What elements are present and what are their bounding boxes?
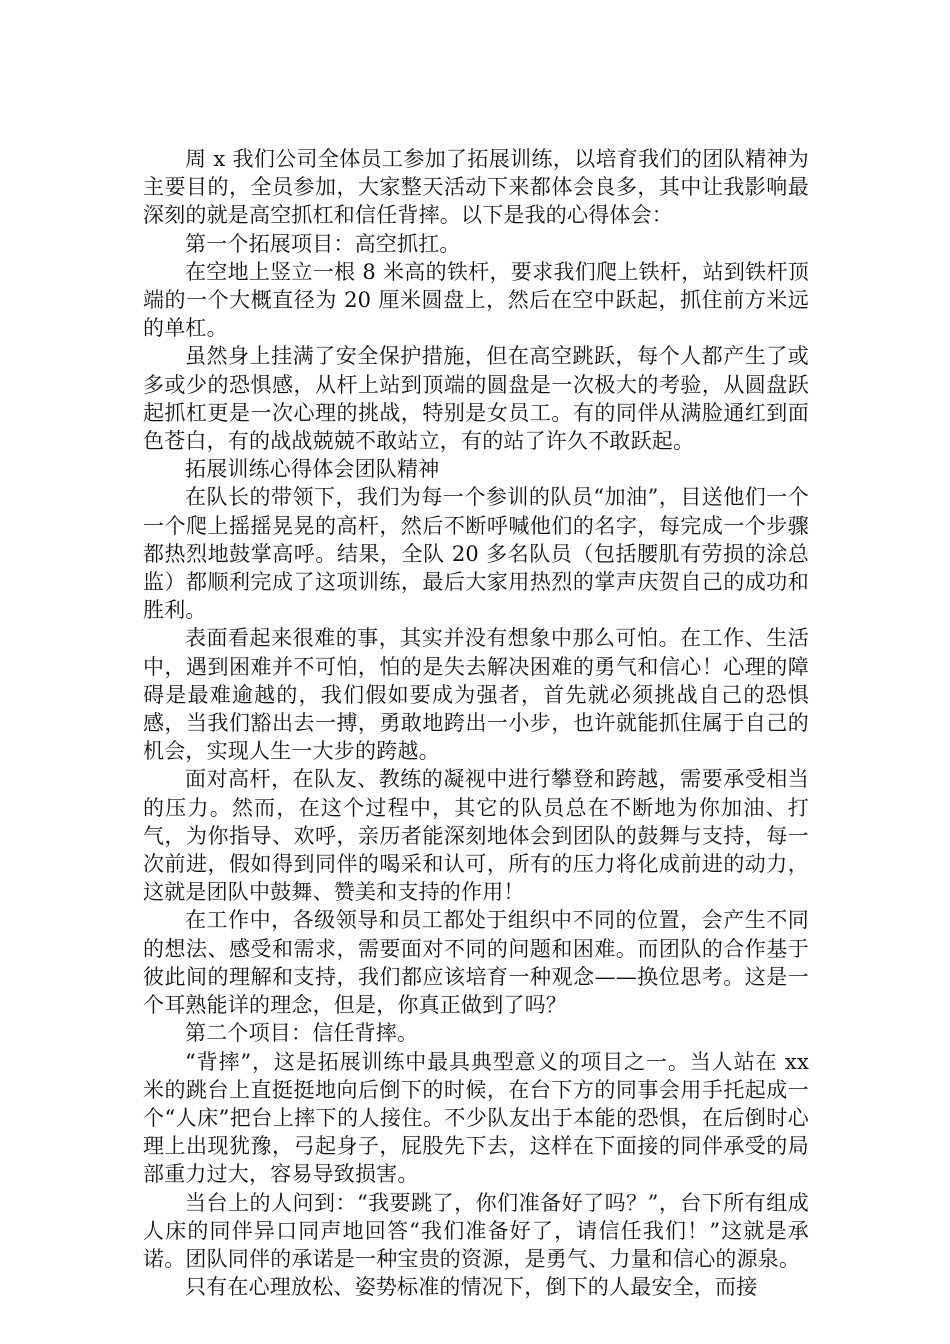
paragraph-intro: 周 x 我们公司全体员工参加了拓展训练，以培育我们的团队精神为主要目的，全员参加，大家整天活动下来都体会良多，其中让我影响最深刻的就是高空抓杠和信任背摔。以下是我的心得体会：	[143, 147, 809, 228]
document-body	[143, 145, 809, 1301]
paragraph-project-one-heading: 第一个拓展项目：高空抓扛。	[185, 231, 461, 256]
paragraph-project-one-description: 在空地上竖立一根 8 米高的铁杆，要求我们爬上铁杆，站到铁杆顶端的一个大概直径为 20 厘米圆盘上，然后在空中跃起，抓住前方米远的单杠。	[143, 259, 809, 341]
paragraph-project-two-heading: 第二个项目：信任背摔。	[185, 1021, 419, 1046]
paragraph-pressure: 面对高杆，在队友、教练的凝视中进行攀登和跨越，需要承受相当的压力。然而，在这个过程中，其它的队员总在不断地为你加油、打气，为你指导、欢呼，亲历者能深刻地体会到团队的鼓舞与支持，每一次前进，假如得到同伴的喝采和认可，所有的压力将化成前进的动力，这就是团队中鼓舞、赞美和支持的作用！	[143, 767, 809, 905]
paragraph-relaxed-posture: 只有在心理放松、姿势标准的情况下，倒下的人最安全，而接	[185, 1275, 758, 1300]
paragraph-difficulty: 表面看起来很难的事，其实并没有想象中那么可怕。在工作、生活中，遇到困难并不可怕，怕的是失去解决困难的勇气和信心！心理的障碍是最难逾越的，我们假如要成为强者，首先就必须挑战自己的恐惧感，当我们豁出去一搏，勇敢地跨出一小步，也许就能抓住属于自己的机会，实现人生一大步的跨越。	[143, 626, 809, 764]
paragraph-trust-fall: “背摔”，这是拓展训练中最具典型意义的项目之一。当人站在 xx 米的跳台上直挺挺地向后倒下的时候，在台下方的同事会用手托起成一个“人床”把台上摔下的人接住。不少队友出于本能的恐惧，在后倒时心理上出现犹豫，弓起身子，屁股先下去，这样在下面接的同伴承受的局部重力过大，容易导致损害。	[143, 1049, 809, 1187]
paragraph-workplace: 在工作中，各级领导和员工都处于组织中不同的位置，会产生不同的想法、感受和需求，需要面对不同的问题和困难。而团队的合作基于彼此间的理解和支持，我们都应该培育一种观念——换位思考。这是一个耳熟能详的理念，但是，你真正做到了吗？	[143, 908, 809, 1018]
paragraph-subheading-team-spirit: 拓展训练心得体会团队精神	[185, 457, 440, 482]
paragraph-promise: 当台上的人问到：“我要跳了，你们准备好了吗？”，台下所有组成人床的同伴异口同声地回答“我们准备好了，请信任我们！”这就是承诺。团队同伴的承诺是一种宝贵的资源，是勇气、力量和信心的源泉。	[143, 1190, 809, 1271]
paragraph-fear: 虽然身上挂满了安全保护措施，但在高空跳跃，每个人都产生了或多或少的恐惧感，从杆上站到顶端的圆盘是一次极大的考验，从圆盘跃起抓杠更是一次心理的挑战，特别是女员工。有的同伴从满脸通红到面色苍白，有的战战兢兢不敢站立，有的站了许久不敢跃起。	[143, 344, 809, 454]
paragraph-team-cheering: 在队长的带领下，我们为每一个参训的队员“加油”，目送他们一个一个爬上摇摇晃晃的高杆，然后不断呼喊他们的名字，每完成一个步骤都热烈地鼓掌高呼。结果，全队 20 多名队员（包括腰肌有劳损的涂总监）都顺利完成了这项训练，最后大家用热烈的掌声庆贺自己的成功和胜利。	[143, 485, 809, 623]
